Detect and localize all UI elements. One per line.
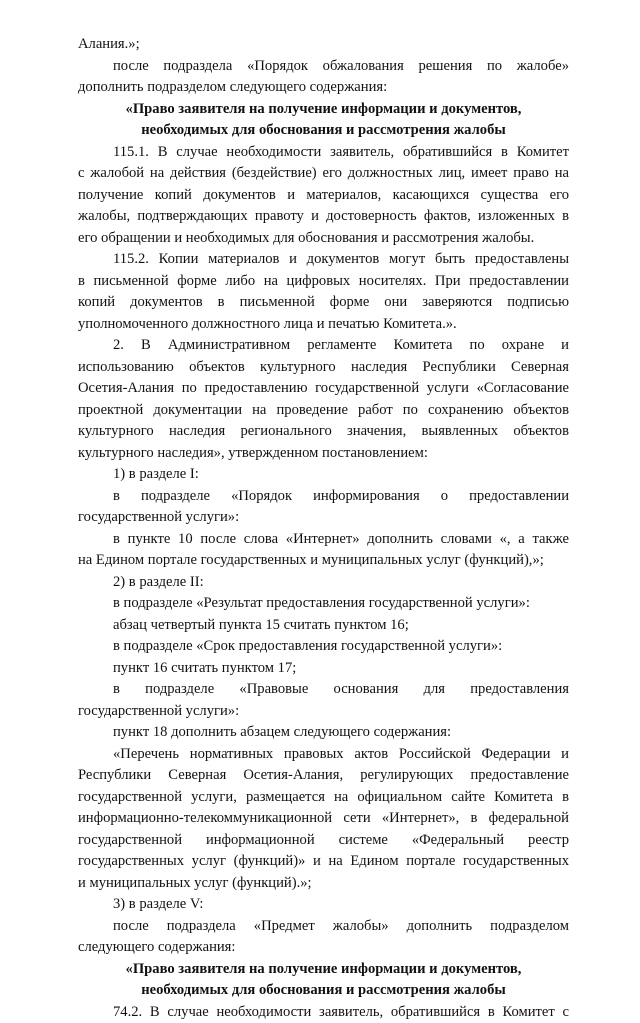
text-line: проектной документации на проведение работ по сохранению объектов: [78, 400, 569, 422]
text-line: «Перечень нормативных правовых актов Российской Федерации и: [113, 744, 569, 766]
text-line: следующего содержания:: [78, 937, 569, 959]
text-line: после подраздела «Порядок обжалования решения по жалобе»: [113, 56, 569, 78]
section-heading-line: необходимых для обоснования и рассмотрения жалобы: [78, 120, 569, 142]
text-line: 3) в разделе V:: [113, 894, 569, 916]
text-line: в подразделе «Порядок информирования о предоставлении: [113, 486, 569, 508]
text-line: копий документов в письменной форме они заверяются подписью: [78, 292, 569, 314]
text-line: государственной услуги»:: [78, 701, 569, 723]
text-line: получение копий документов и материалов, касающихся существа его: [78, 185, 569, 207]
text-line: культурного наследия», утвержденном постановлением:: [78, 443, 569, 465]
text-line: в письменной форме либо на цифровых носителях. При предоставлении: [78, 271, 569, 293]
text-line: Республики Северная Осетия-Алания, регулирующих предоставление: [78, 765, 569, 787]
text-line: государственных услуг (функций)» и на Едином портале государственных: [78, 851, 569, 873]
text-line: абзац четвертый пункта 15 считать пунктом 16;: [113, 615, 569, 637]
section-heading-line: «Право заявителя на получение информации и документов,: [78, 99, 569, 121]
text-line: уполномоченного должностного лица и печатью Комитета.».: [78, 314, 569, 336]
text-line: в пункте 10 после слова «Интернет» дополнить словами «, а также: [113, 529, 569, 551]
text-line: на Едином портале государственных и муниципальных услуг (функций),»;: [78, 550, 569, 572]
text-line: культурного наследия регионального значения, выявленных объектов: [78, 421, 569, 443]
text-line: в подразделе «Срок предоставления государственной услуги»:: [113, 636, 569, 658]
text-line: дополнить подразделом следующего содержания:: [78, 77, 569, 99]
section-heading-line: «Право заявителя на получение информации и документов,: [78, 959, 569, 981]
text-line: государственной услуги»:: [78, 507, 569, 529]
text-line: 2) в разделе II:: [113, 572, 569, 594]
text-line: информационно-телекоммуникационной сети «Интернет», в федеральной: [78, 808, 569, 830]
text-line: государственной информационной системе «Федеральный реестр: [78, 830, 569, 852]
text-line: его обращении и необходимых для обоснования и рассмотрения жалобы.: [78, 228, 569, 250]
text-line: в подразделе «Правовые основания для предоставления: [113, 679, 569, 701]
text-line: Осетия-Алания по предоставлению государственной услуги «Согласование: [78, 378, 569, 400]
text-line: 115.2. Копии материалов и документов могут быть предоставлены: [113, 249, 569, 271]
text-line: Алания.»;: [78, 34, 569, 56]
text-line: 2. В Административном регламенте Комитета по охране и: [113, 335, 569, 357]
text-line: пункт 16 считать пунктом 17;: [113, 658, 569, 680]
text-line: использованию объектов культурного наследия Республики Северная: [78, 357, 569, 379]
text-line: 115.1. В случае необходимости заявитель, обратившийся в Комитет: [113, 142, 569, 164]
text-line: 74.2. В случае необходимости заявитель, обратившийся в Комитет с: [113, 1002, 569, 1023]
text-line: и муниципальных услуг (функций).»;: [78, 873, 569, 895]
text-line: после подраздела «Предмет жалобы» дополнить подразделом: [113, 916, 569, 938]
text-line: государственной услуги, размещается на официальном сайте Комитета в: [78, 787, 569, 809]
text-line: пункт 18 дополнить абзацем следующего содержания:: [113, 722, 569, 744]
text-line: в подразделе «Результат предоставления государственной услуги»:: [113, 593, 569, 615]
section-heading-line: необходимых для обоснования и рассмотрения жалобы: [78, 980, 569, 1002]
text-line: с жалобой на действия (бездействие) его должностных лиц, имеет право на: [78, 163, 569, 185]
text-line: жалобы, подтверждающих правоту и достоверность фактов, изложенных в: [78, 206, 569, 228]
text-line: 1) в разделе I:: [113, 464, 569, 486]
